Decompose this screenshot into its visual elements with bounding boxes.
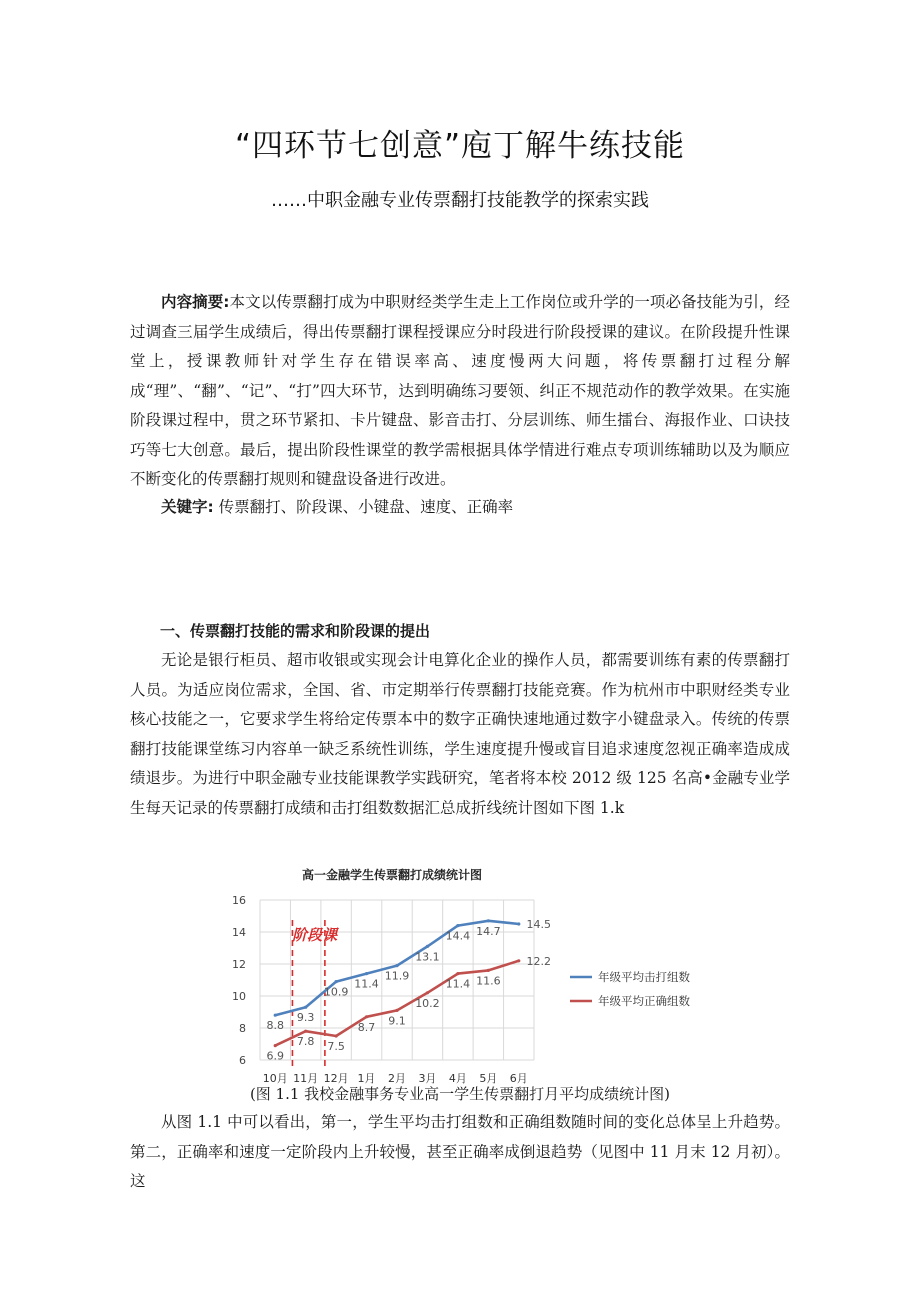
data-point: [517, 922, 520, 925]
x-tick-label: 6月: [509, 1072, 528, 1085]
keywords-text: 传票翻打、阶段课、小键盘、速度、正确率: [218, 498, 514, 516]
data-point: [426, 945, 429, 948]
data-label: 14.7: [476, 924, 501, 938]
data-point: [304, 1030, 307, 1033]
data-point: [365, 972, 368, 975]
data-point: [487, 919, 490, 922]
data-point: [395, 1009, 398, 1012]
section-heading: 一、传票翻打技能的需求和阶段课的提出: [160, 622, 431, 640]
x-tick-label: 12月: [323, 1072, 349, 1085]
data-point: [456, 924, 459, 927]
data-label: 14.4: [445, 929, 471, 943]
abstract-label: 内容摘要:: [161, 293, 230, 311]
chart-svg: [222, 855, 762, 1087]
data-point: [335, 1034, 338, 1037]
data-label: 11.6: [476, 974, 501, 988]
data-label: 7.5: [327, 1040, 345, 1053]
x-tick-label: 3月: [418, 1072, 437, 1085]
data-point: [274, 1014, 277, 1017]
line-chart: [222, 855, 762, 1087]
chart-title: 高一金融学生传票翻打成绩统计图: [301, 868, 483, 882]
x-tick-label: 1月: [357, 1072, 376, 1085]
data-point: [517, 959, 520, 962]
y-tick-label: 12: [232, 958, 246, 971]
data-label: 8.8: [266, 1019, 284, 1033]
data-label: 10.2: [415, 996, 440, 1010]
data-label: 13.1: [415, 950, 440, 964]
legend-label: 年级平均击打组数: [598, 970, 690, 984]
data-point: [365, 1015, 368, 1018]
data-label: 8.7: [357, 1020, 376, 1034]
x-tick-label: 2月: [388, 1072, 406, 1085]
body-paragraph-2: 从图 1.1 中可以看出，第一，学生平均击打组数和正确组数随时间的变化总体呈上升趋势。第二，正确率和速度一定阶段内上升较慢，甚至正确率成倒退趋势（见图中 11 月末 12 月初）。这: [130, 1113, 790, 1190]
data-point: [304, 1006, 307, 1009]
data-label: 11.9: [384, 969, 410, 983]
page-title: “四环节七创意”庖丁解牛练技能: [234, 128, 686, 164]
keywords-label: 关键字:: [161, 498, 214, 516]
data-point: [395, 964, 398, 967]
data-point: [426, 991, 429, 994]
legend-label: 年级平均正确组数: [598, 994, 690, 1008]
data-label: 9.3: [296, 1011, 315, 1025]
data-label: 12.2: [526, 954, 552, 968]
keywords: [130, 493, 790, 523]
y-tick-label: 8: [239, 1022, 246, 1035]
y-tick-label: 16: [232, 894, 246, 907]
data-point: [335, 980, 338, 983]
x-tick-label: 5月: [479, 1072, 498, 1085]
abstract-text: 本文以传票翻打成为中职财经类学生走上工作岗位或升学的一项必备技能为引，经过调查三届学生成绩后，得出传票翻打课程授课应分时段进行阶段授课的建议。在阶段提升性课堂上，授课教师针对学生存在错误率高、速度慢两大问题，将传票翻打过程分解成“理”、“翻”、“记”、“打”四大环节，达到明确练习要领、纠正不规范动作的教学效果。在实施阶段课过程中，贯之环节紧扣、卡片键盘、影音击打、分层训练、师生擂台、海报作业、口诀技巧等七大创意。最后，提出阶段性课堂的教学需根据具体学情进行难点专项训练辅助以及为顺应不断变化的传票翻打规则和键盘设备进行改进。: [130, 293, 790, 488]
x-tick-label: 10月: [262, 1072, 288, 1085]
y-tick-label: 6: [239, 1054, 246, 1067]
data-label: 9.1: [388, 1014, 406, 1028]
y-tick-label: 10: [232, 990, 246, 1003]
phase-annotation: 阶段课: [292, 926, 338, 944]
y-tick-label: 14: [232, 926, 246, 939]
data-label: 7.8: [296, 1035, 315, 1049]
data-label: 6.9: [266, 1049, 284, 1063]
data-point: [487, 969, 490, 972]
data-label: 10.9: [323, 985, 349, 999]
abstract: [130, 288, 790, 495]
body-paragraph-1: 无论是银行柜员、超市收银或实现会计电算化企业的操作人员，都需要训练有素的传票翻打人员。为适应岗位需求，全国、省、市定期举行传票翻打技能竞赛。作为杭州市中职财经类专业核心技能之一，它要求学生将给定传票本中的数字正确快速地通过数字小键盘录入。传统的传票翻打技能课堂练习内容单一缺乏系统性训练，学生速度提升慢或盲目追求速度忽视正确率造成成绩退步。为进行中职金融专业技能课教学实践研究，笔者将本校 2012 级 125 名高•金融专业学生每天记录的传票翻打成绩和击打组数数据汇总成折线统计图如下图 1.k: [130, 651, 790, 817]
page-subtitle: ……中职金融专业传票翻打技能教学的探索实践: [271, 190, 649, 211]
figure-caption: (图 1.1 我校金融事务专业高一学生传票翻打月平均成绩统计图): [249, 1085, 671, 1103]
data-label: 11.4: [354, 977, 379, 991]
data-point: [456, 972, 459, 975]
x-tick-label: 11月: [293, 1072, 319, 1085]
data-point: [274, 1044, 277, 1047]
data-label: 11.4: [445, 977, 471, 991]
x-tick-label: 4月: [448, 1072, 467, 1085]
data-label: 14.5: [526, 918, 552, 931]
